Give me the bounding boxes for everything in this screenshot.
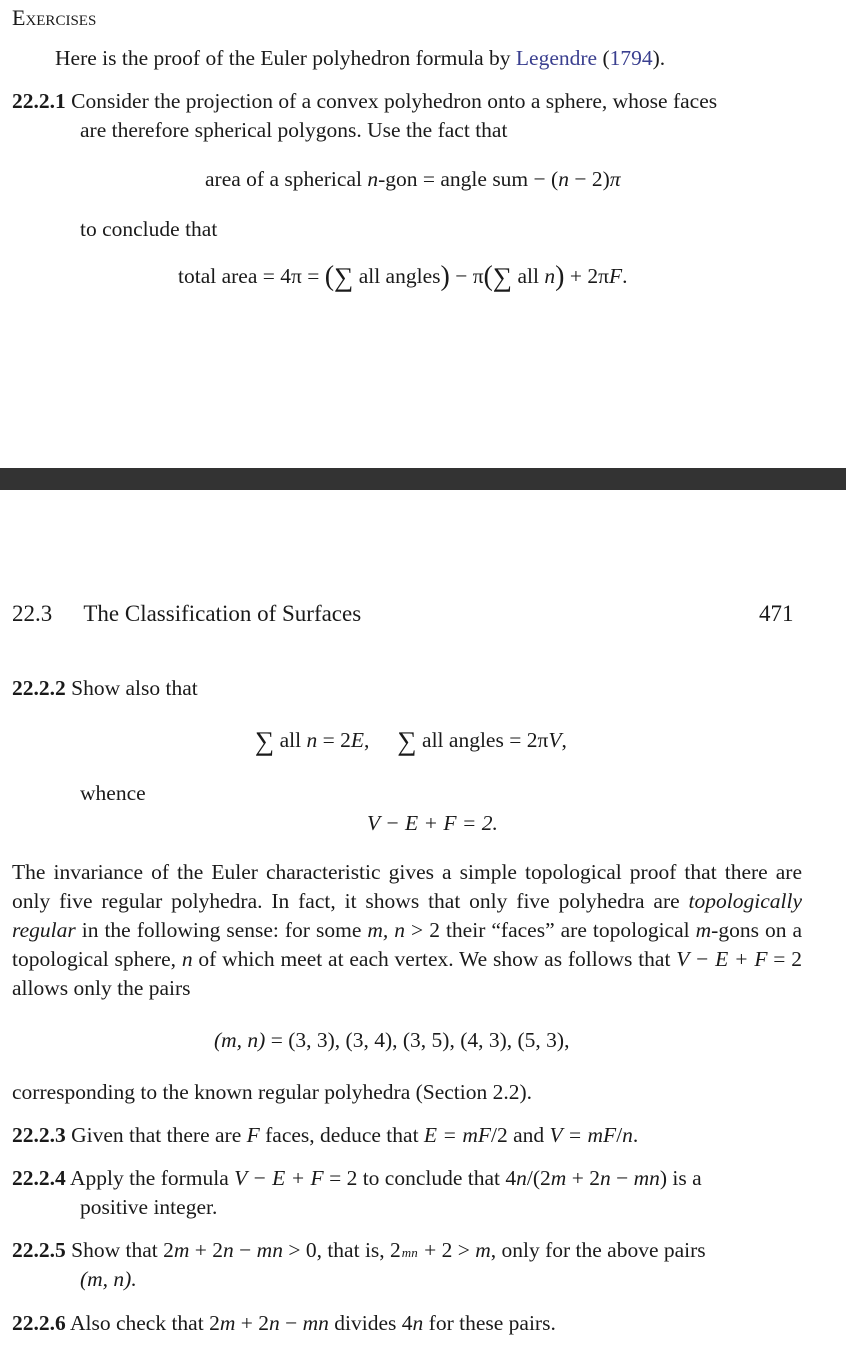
ex-text: /2 and xyxy=(490,1123,550,1147)
eq-var: m, n xyxy=(367,918,406,942)
ex-text: / xyxy=(616,1123,623,1147)
body-text: The invariance of the Euler characteristic gives a simple topological proof that there are only five regular polyhedra. In fact, it shows that only five polyhedra are xyxy=(12,860,802,913)
eq-text: , xyxy=(364,728,370,752)
ex-text: . xyxy=(632,1123,639,1147)
eq-var: V xyxy=(548,728,562,752)
intro-paren: ( xyxy=(597,46,610,70)
eq-var: m xyxy=(695,918,712,942)
equation-spherical-area xyxy=(205,165,621,194)
eq-inline: E = mF xyxy=(423,1123,491,1147)
exercise-22-2-3 xyxy=(12,1121,638,1150)
equation-sums xyxy=(255,726,567,756)
eq-text: + 2π xyxy=(564,264,609,288)
eq-var: mn xyxy=(302,1311,329,1335)
eq-text: all angles xyxy=(358,264,441,288)
eq-var: n xyxy=(269,1311,280,1335)
eq-var: n xyxy=(544,264,556,288)
eq-text: all angles = 2π xyxy=(422,728,549,752)
ex-text: Show that 2 xyxy=(71,1238,174,1262)
eq-var: n xyxy=(367,167,379,191)
eq-var: m xyxy=(173,1238,190,1262)
ex-text: /(2 xyxy=(526,1166,551,1190)
eq-text: − 2) xyxy=(568,167,610,191)
ex-text: + 2 xyxy=(566,1166,600,1190)
body-paragraph-2: corresponding to the known regular polyhedra (Section 2.2). xyxy=(12,1080,533,1104)
exercise-22-2-6 xyxy=(12,1309,556,1338)
eq-var: mn xyxy=(256,1238,283,1262)
exercise-22-2-4-line2: positive integer. xyxy=(80,1195,218,1219)
exercise-text-line1: Consider the projection of a convex polyhedron onto a sphere, whose faces xyxy=(71,89,718,113)
body-text: -gons on a topological sphere, xyxy=(12,918,802,971)
ex-text: divides 4 xyxy=(328,1311,413,1335)
frac-denominator: n xyxy=(411,1244,418,1260)
exercise-number: 22.2.5 xyxy=(12,1238,66,1262)
intro-sentence xyxy=(55,44,665,73)
exercise-22-2-5-line2: (m, n). xyxy=(80,1267,137,1291)
ex-text: − xyxy=(233,1238,257,1262)
exercise-22-2-5 xyxy=(12,1236,706,1265)
ex-text: for these pairs. xyxy=(423,1311,556,1335)
eq-text: all xyxy=(517,264,545,288)
eq-var: n xyxy=(599,1166,611,1190)
sum-symbol: ∑ xyxy=(397,726,417,756)
fraction-m-over-n xyxy=(402,1246,418,1259)
exercise-number: 22.2.3 xyxy=(12,1123,66,1147)
eq-var: m xyxy=(550,1166,567,1190)
eq-text: . xyxy=(622,264,628,288)
page-number: 471 xyxy=(759,601,794,626)
ex-text: Apply the formula xyxy=(69,1166,235,1190)
paren-open: ( xyxy=(483,261,493,292)
body-text: = 2 allows only the pairs xyxy=(12,947,802,1000)
eq-var: m xyxy=(475,1238,491,1262)
exercise-22-2-4 xyxy=(12,1164,702,1193)
equation-total-area xyxy=(178,262,627,292)
eq-text: = (3, 3), (3, 4), (3, 5), (4, 3), (5, 3), xyxy=(265,1028,570,1052)
exercise-number: 22.2.6 xyxy=(12,1311,66,1335)
ex-text: − xyxy=(279,1311,303,1335)
ex-text: Given that there are xyxy=(71,1123,247,1147)
eq-text: all xyxy=(279,728,307,752)
ex-text: > 0, that is, 2 xyxy=(282,1238,401,1262)
intro-text: Here is the proof of the Euler polyhedron formula by xyxy=(55,46,516,70)
ex-text: , only for the above pairs xyxy=(490,1238,706,1262)
exercise-22-2-1 xyxy=(12,87,717,116)
body-text: in the following sense: for some xyxy=(75,918,368,942)
eq-var: mn xyxy=(633,1166,660,1190)
paren-open: ( xyxy=(324,261,335,292)
eq-var: E xyxy=(350,728,365,752)
exercises-heading: Exercises xyxy=(12,5,97,30)
sum-symbol: ∑ xyxy=(334,262,354,292)
ex-text: faces, deduce that xyxy=(259,1123,424,1147)
eq-text: area of a spherical xyxy=(205,167,368,191)
eq-var: n xyxy=(516,1166,527,1190)
section-title: The Classification of Surfaces xyxy=(83,601,362,626)
exercise-text: Show also that xyxy=(71,676,198,700)
paren-close: ) xyxy=(440,261,450,292)
eq-inline: V − E + F xyxy=(234,1166,324,1190)
eq-var: n xyxy=(181,947,193,971)
eq-text: , xyxy=(561,728,567,752)
frac-numerator: m xyxy=(401,1244,412,1260)
eq-var: m xyxy=(219,1311,236,1335)
eq-var: n xyxy=(558,167,569,191)
body-text: of which meet at each vertex. We show as follows that xyxy=(192,947,677,971)
eq-text: − π xyxy=(449,264,484,288)
paren-close: ) xyxy=(555,261,565,292)
eq-text: total area = 4π = xyxy=(178,264,325,288)
emphasis: topologically regular xyxy=(12,889,802,942)
eq-text: = 2 xyxy=(317,728,351,752)
sum-symbol: ∑ xyxy=(255,726,275,756)
euler-formula: V − E + F = 2. xyxy=(367,811,498,835)
ex-text: ) is a xyxy=(659,1166,702,1190)
running-header xyxy=(12,599,361,628)
eq-var: F xyxy=(608,264,623,288)
eq-var: n xyxy=(622,1123,633,1147)
page-divider xyxy=(0,468,846,490)
eq-inline: V = mF xyxy=(549,1123,617,1147)
exercise-number: 22.2.2 xyxy=(12,676,66,700)
body-text: > 2 their “faces” are topological xyxy=(405,918,696,942)
section-number: 22.3 xyxy=(12,601,53,626)
exercise-number: 22.2.1 xyxy=(12,89,66,113)
exercise-number: 22.2.4 xyxy=(12,1166,66,1190)
eq-var: n xyxy=(223,1238,234,1262)
legendre-link[interactable]: Legendre xyxy=(515,46,598,70)
ex-text: + 2 xyxy=(189,1238,224,1262)
intro-end: ). xyxy=(652,46,666,70)
exercise-22-2-2 xyxy=(12,674,198,703)
ex-text: + 2 xyxy=(235,1311,269,1335)
body-paragraph xyxy=(12,858,802,1003)
eq-var: n xyxy=(306,728,318,752)
ex-text: Also check that 2 xyxy=(69,1311,220,1335)
eq-var: F xyxy=(246,1123,260,1147)
whence-text: whence xyxy=(80,781,146,805)
eq-var: n xyxy=(412,1311,424,1335)
exercise-text-line2: are therefore spherical polygons. Use the fact that xyxy=(80,118,508,142)
eq-text: -gon = angle sum − ( xyxy=(378,167,559,191)
ex-text: − xyxy=(610,1166,634,1190)
ex-text: = 2 to conclude that 4 xyxy=(323,1166,517,1190)
ex-text: + 2 > xyxy=(418,1238,476,1262)
pairs-equation xyxy=(214,1026,569,1055)
eq-pi: π xyxy=(609,167,621,191)
sum-symbol: ∑ xyxy=(492,262,513,292)
year-link[interactable]: 1794 xyxy=(609,46,653,70)
eq-var: (m, n) xyxy=(214,1028,266,1052)
eq-inline: V − E + F xyxy=(676,947,768,971)
to-conclude-text: to conclude that xyxy=(80,217,218,241)
